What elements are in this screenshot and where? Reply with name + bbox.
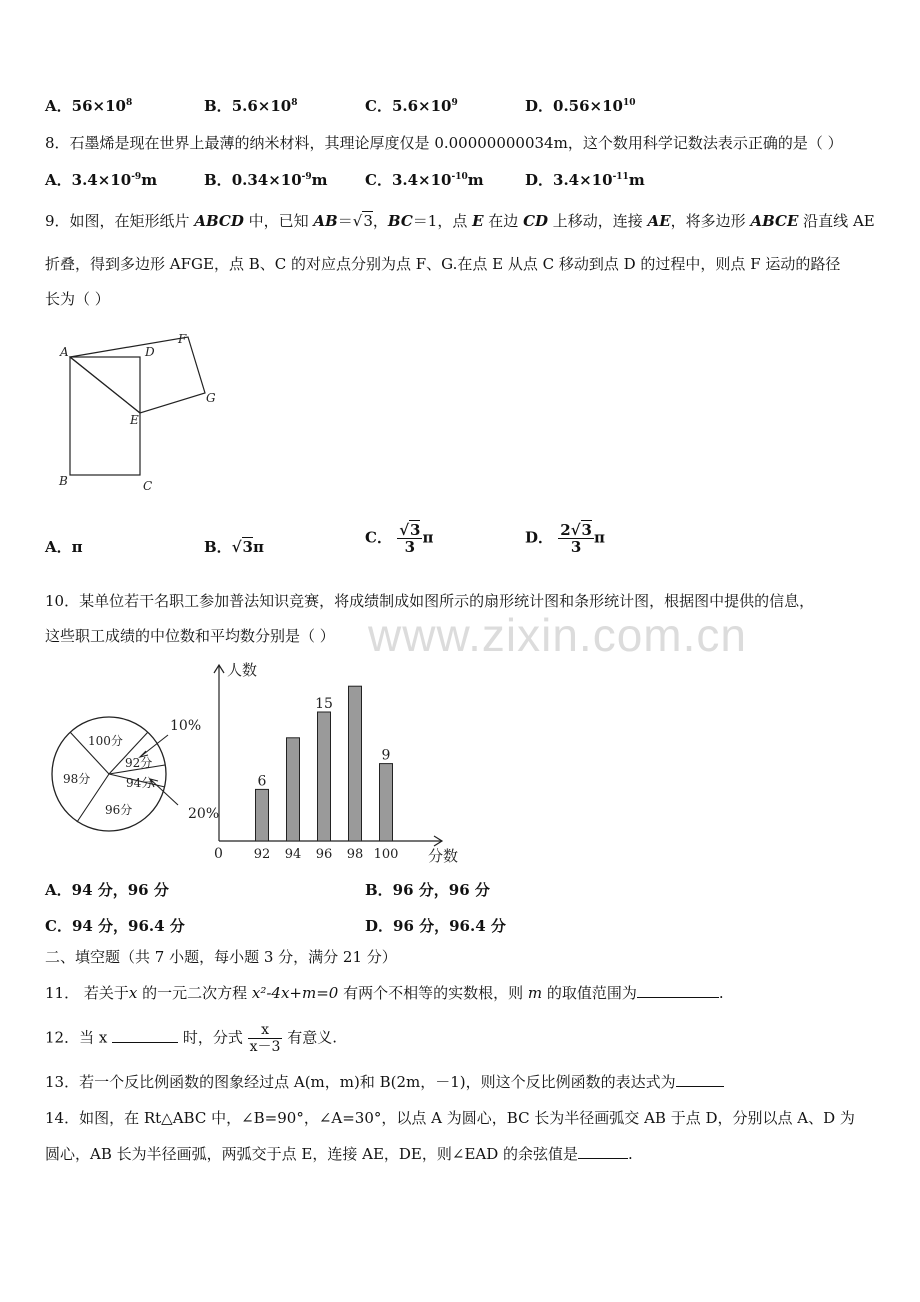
pie-label-96: 96分 xyxy=(105,803,133,817)
q14-stem-line2: 圆心，AB 长为半径画弧，两弧交于点 E，连接 AE，DE，则∠EAD 的余弦值是 . xyxy=(45,1145,633,1163)
label-c: C xyxy=(143,479,153,493)
q7-option-d: D．$0.56\times 10^{10}$ xyxy=(525,97,636,115)
q10-stem-line2: 这些职工成绩的中位数和平均数分别是（ ） xyxy=(45,627,335,645)
x-axis-title: 分数 xyxy=(428,847,459,865)
bar-chart xyxy=(205,655,465,865)
q7-option-c: C．$5.6\times 10^9$ xyxy=(365,97,458,115)
q10-option-b: B．96 分，96 分 xyxy=(365,881,490,899)
q9-figure xyxy=(50,325,230,500)
pie-label-92: 92分 xyxy=(125,756,153,770)
x-tick-98: 98 xyxy=(346,847,364,862)
q9-option-b: B．√3π xyxy=(204,538,264,556)
pie-annotation-10: 10% xyxy=(170,718,202,734)
q12-answer-blank[interactable] xyxy=(112,1028,178,1043)
data-label-96: 15 xyxy=(315,696,333,712)
q8-stem: 8．石墨烯是现在世界上最薄的纳米材料，其理论厚度仅是 0.00000000034m，这个数用科学记数法表示正确的是（ ） xyxy=(45,134,843,152)
q10-option-c: C．94 分，96.4 分 xyxy=(45,917,185,935)
q13-answer-blank[interactable] xyxy=(676,1072,724,1087)
q12-stem: 12．当 x 时，分式 $\frac{x}{x-3}$ 有意义. xyxy=(45,1022,338,1055)
origin-label: 0 xyxy=(214,846,223,862)
q8-option-b: B．$0.34\times 10^{-9}m$ xyxy=(204,171,328,189)
pie-chart xyxy=(40,705,230,835)
q8-option-a: A．$3.4\times 10^{-9}m$ xyxy=(45,171,158,189)
label-g: G xyxy=(206,391,216,405)
label-b: B xyxy=(59,474,68,488)
x-tick-96: 96 xyxy=(315,847,333,862)
q10-stem-line1: 10．某单位若干名职工参加普法知识竞赛，将成绩制成如图所示的扇形统计图和条形统计图，根据图中提供的信息， xyxy=(45,592,815,610)
x-tick-94: 94 xyxy=(284,847,302,862)
data-label-92: 6 xyxy=(257,773,267,790)
q7-option-b: B．$5.6\times 10^8$ xyxy=(204,97,298,115)
q9-option-d: D． $\frac{2√3}{3}$ π xyxy=(525,521,605,556)
q10-option-d: D．96 分，96.4 分 xyxy=(365,917,506,935)
polygon-afge xyxy=(70,337,205,413)
q9-option-a: A．π xyxy=(45,538,83,556)
pie-annotation-20: 20% xyxy=(188,806,220,822)
watermark: www.zixin.com.cn xyxy=(368,609,747,661)
pie-label-98: 98分 xyxy=(63,772,91,786)
label-a: A xyxy=(60,345,69,359)
pie-arrow-20 xyxy=(150,779,178,805)
q14-stem-line1: 14．如图，在 Rt△ABC 中，∠B=90°，∠A=30°，以点 A 为圆心，BC 长为半径画弧交 AB 于点 D，分别以点 A、D 为 xyxy=(45,1109,855,1127)
q8-option-d: D．$3.4\times 10^{-11}m$ xyxy=(525,171,645,189)
bar-100 xyxy=(380,764,393,841)
q11-answer-blank[interactable] xyxy=(637,983,719,998)
bar-92 xyxy=(256,789,269,841)
bar-94 xyxy=(287,738,300,841)
label-e: E xyxy=(130,413,139,427)
pie-label-100: 100分 xyxy=(88,734,123,748)
bar-98 xyxy=(349,686,362,841)
bar-96 xyxy=(318,712,331,841)
data-label-100: 9 xyxy=(381,747,391,764)
q9-stem-line1: 9．如图，在矩形纸片 ABCD 中，已知 AB＝√3，BC＝1，点 E 在边 CD 上移动，连接 AE，将多边形 ABCE 沿直线 AE xyxy=(45,212,875,230)
q9-stem-line2: 折叠，得到多边形 AFGE，点 B、C 的对应点分别为点 F、G.在点 E 从点 C 移动到点 D 的过程中，则点 F 运动的路径 xyxy=(45,255,841,273)
q10-option-a: A．94 分，96 分 xyxy=(45,881,169,899)
q14-answer-blank[interactable] xyxy=(578,1144,628,1159)
label-d: D xyxy=(145,345,155,359)
q9-option-c: C． $\frac{√3}{3}$ π xyxy=(365,521,434,556)
x-tick-92: 92 xyxy=(253,847,271,862)
label-f: F xyxy=(178,332,187,346)
q7-option-a: A．$56\times 10^8$ xyxy=(45,97,133,115)
q9-stem-line3: 长为（ ） xyxy=(45,290,110,308)
q13-stem: 13．若一个反比例函数的图象经过点 A(m，m)和 B(2m，－1)，则这个反比例函数的表达式为 xyxy=(45,1072,724,1092)
x-tick-100: 100 xyxy=(373,847,399,862)
q8-option-c: C．$3.4\times 10^{-10}m$ xyxy=(365,171,484,189)
pie-label-94: 94分 xyxy=(126,776,154,790)
q11-stem: 11． 若关于x 的一元二次方程 x²-4x+m=0 有两个不相等的实数根，则 m 的取值范围为 . xyxy=(45,984,724,1002)
y-axis-title: 人数 xyxy=(227,661,258,679)
section-2-heading: 二、填空题（共 7 小题，每小题 3 分，满分 21 分） xyxy=(45,948,397,966)
